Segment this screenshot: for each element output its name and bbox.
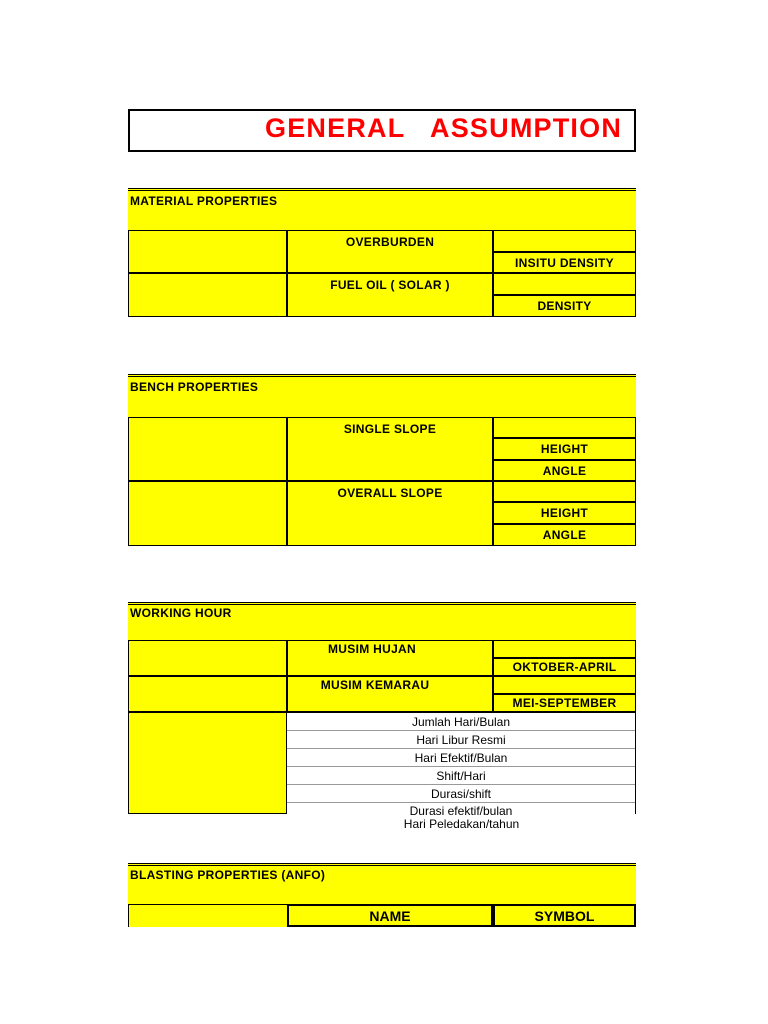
hari-peledakan-label: Hari Peledakan/tahun — [403, 816, 520, 831]
col-symbol-header: SYMBOL — [493, 904, 636, 927]
bench-right-top-2 — [493, 481, 636, 502]
fuel-oil-label: FUEL OIL ( SOLAR ) — [330, 278, 450, 292]
working-row: Hari Efektif/Bulan — [287, 749, 635, 767]
working-right-top-1 — [493, 640, 636, 658]
bench-left-cell-1 — [128, 417, 287, 481]
material-header: MATERIAL PROPERTIES — [130, 194, 278, 208]
single-angle-cell: ANGLE — [493, 460, 636, 481]
material-right-top-2 — [493, 273, 636, 295]
blasting-left-cell — [128, 904, 287, 927]
working-row: Jumlah Hari/Bulan — [287, 713, 635, 731]
overall-height-cell: HEIGHT — [493, 502, 636, 524]
working-row: Durasi/shift — [287, 785, 635, 803]
overburden-label: OVERBURDEN — [345, 235, 435, 249]
working-left-cell-2 — [128, 676, 287, 712]
working-left-cell-1 — [128, 640, 287, 676]
working-row: Hari Libur Resmi — [287, 731, 635, 749]
overall-slope-label: OVERALL SLOPE — [337, 486, 443, 500]
density-cell: DENSITY — [493, 295, 636, 317]
single-height-cell: HEIGHT — [493, 438, 636, 460]
working-table — [287, 712, 636, 818]
overall-angle-cell: ANGLE — [493, 524, 636, 546]
mei-september-cell: MEI-SEPTEMBER — [493, 694, 636, 712]
oktober-april-cell: OKTOBER-APRIL — [493, 658, 636, 676]
single-slope-label: SINGLE SLOPE — [343, 422, 437, 436]
page-title: GENERAL ASSUMPTION — [265, 113, 623, 143]
working-row: Shift/Hari — [287, 767, 635, 785]
bench-left-cell-2 — [128, 481, 287, 546]
working-row: Durasi efektif/bulan — [287, 803, 635, 819]
bench-header: BENCH PROPERTIES — [130, 380, 259, 394]
col-name-header: NAME — [287, 904, 493, 927]
blasting-header: BLASTING PROPERTIES (ANFO) — [130, 868, 326, 882]
working-header: WORKING HOUR — [130, 606, 232, 620]
material-left-cell-2 — [128, 273, 287, 317]
insitu-density-cell: INSITU DENSITY — [493, 252, 636, 273]
working-left-block — [128, 712, 287, 814]
material-left-cell-1 — [128, 230, 287, 273]
bench-right-top-1 — [493, 417, 636, 438]
musim-hujan-label: MUSIM HUJAN — [328, 642, 416, 656]
material-right-top-1 — [493, 230, 636, 252]
working-right-top-2 — [493, 676, 636, 694]
musim-kemarau-label: MUSIM KEMARAU — [320, 678, 430, 692]
